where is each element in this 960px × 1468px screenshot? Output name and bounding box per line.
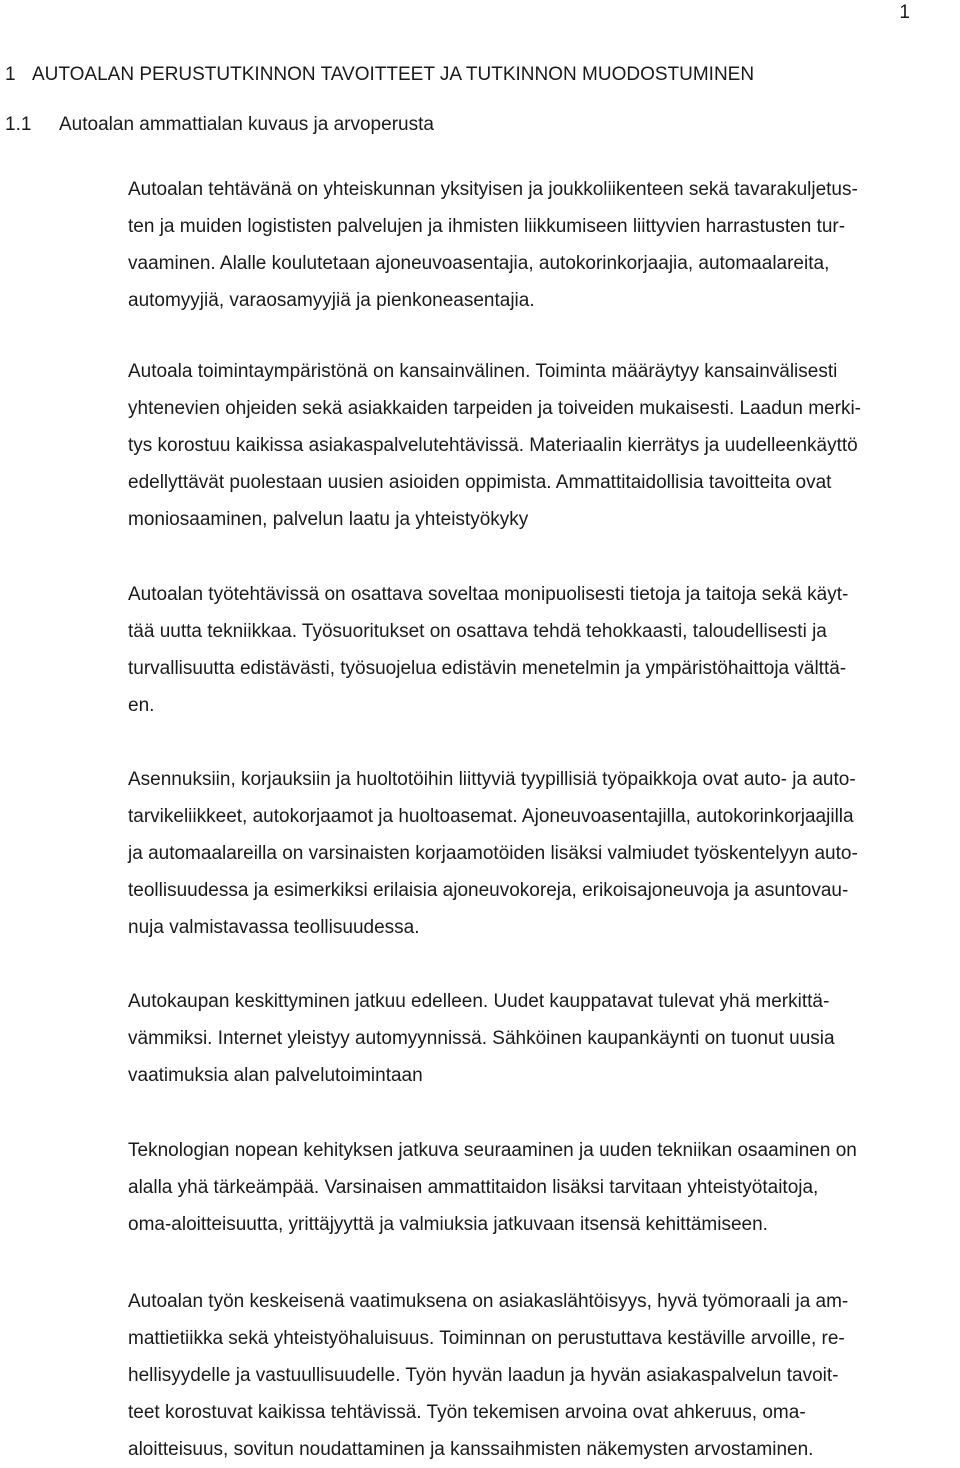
paragraph-5 [128,983,955,1094]
paragraph-line: ten ja muiden logististen palvelujen ja ihmisten liikkumiseen liittyvien harrastusten tur- [128,216,846,237]
paragraph-line: aloitteisuus, sovitun noudattaminen ja kanssaihmisten näkemysten arvostaminen. [128,1439,814,1460]
paragraph-line: hellisyydelle ja vastuullisuudelle. Työn hyvän laadun ja hyvän asiakaspalvelun tavoit- [128,1365,839,1386]
chapter-number: 1 [5,64,16,85]
paragraph-line: Teknologian nopean kehityksen jatkuva seuraaminen ja uuden tekniikan osaaminen on [128,1140,857,1161]
paragraph-3 [128,576,955,724]
paragraph-line: vämmiksi. Internet yleistyy automyynnissä. Sähköinen kaupankäynti on tuonut uusia [128,1028,835,1049]
paragraph-line: tää uutta tekniikkaa. Työsuoritukset on osattava tehdä tehokkaasti, taloudellisesti ja [128,621,827,642]
paragraph-line: tys korostuu kaikissa asiakaspalvelutehtävissä. Materiaalin kierrätys ja uudelleenkäyttö [128,435,858,456]
paragraph-line: en. [128,695,155,716]
paragraph-2 [128,353,955,538]
paragraph-line: teet korostuvat kaikissa tehtävissä. Työn tekemisen arvoina ovat ahkeruus, oma- [128,1402,806,1423]
paragraph-6 [128,1132,955,1243]
paragraph-line: nuja valmistavassa teollisuudessa. [128,917,420,938]
paragraph-7 [128,1283,955,1468]
paragraph-line: yhtenevien ohjeiden sekä asiakkaiden tarpeiden ja toiveiden mukaisesti. Laadun merki- [128,398,862,419]
paragraph-line: teollisuudessa ja esimerkiksi erilaisia ajoneuvokoreja, erikoisajoneuvoja ja asuntovau- [128,880,849,901]
paragraph-line: automyyjiä, varaosamyyjiä ja pienkoneasentajia. [128,290,535,311]
paragraph-line: Autoalan työtehtävissä on osattava soveltaa monipuolisesti tietoja ja taitoja sekä käyt- [128,584,849,605]
paragraph-line: Autoala toimintaympäristönä on kansainvälinen. Toiminta määräytyy kansainvälisesti [128,361,838,382]
paragraph-line: vaaminen. Alalle koulutetaan ajoneuvoasentajia, autokorinkorjaajia, automaalareita, [128,253,830,274]
section-number: 1.1 [5,114,32,135]
chapter-title: AUTOALAN PERUSTUTKINNON TAVOITTEET JA TUTKINNON MUODOSTUMINEN [32,64,755,85]
paragraph-line: edellyttävät puolestaan uusien asioiden oppimista. Ammattitaidollisia tavoitteita ovat [128,472,832,493]
page-number: 1 [899,2,910,23]
paragraph-line: ja automaalareilla on varsinaisten korjaamotöiden lisäksi valmiudet työskentelyyn auto- [128,843,858,864]
paragraph-line: tarvikeliikkeet, autokorjaamot ja huoltoasemat. Ajoneuvoasentajilla, autokorinkorjaajilla [128,806,854,827]
paragraph-line: Autoalan työn keskeisenä vaatimuksena on asiakaslähtöisyys, hyvä työmoraali ja am- [128,1291,849,1312]
paragraph-line: Autokaupan keskittyminen jatkuu edelleen. Uudet kauppatavat tulevat yhä merkittä- [128,991,830,1012]
paragraph-line: oma-aloitteisuutta, yrittäjyyttä ja valmiuksia jatkuvaan itsensä kehittämiseen. [128,1214,768,1235]
paragraph-line: Autoalan tehtävänä on yhteiskunnan yksityisen ja joukkoliikenteen sekä tavarakuljetus- [128,179,858,200]
paragraph-line: Asennuksiin, korjauksiin ja huoltotöihin liittyviä tyypillisiä työpaikkoja ovat auto- ja auto- [128,769,856,790]
section-title: Autoalan ammattialan kuvaus ja arvoperusta [59,114,434,135]
paragraph-line: alalla yhä tärkeämpää. Varsinaisen ammattitaidon lisäksi tarvitaan yhteistyötaitoja, [128,1177,819,1198]
paragraph-line: moniosaaminen, palvelun laatu ja yhteistyökyky [128,509,529,530]
paragraph-4 [128,761,955,946]
paragraph-line: mattietiikka sekä yhteistyöhaluisuus. Toiminnan on perustuttava kestäville arvoille, re- [128,1328,845,1349]
chapter-heading [5,62,754,88]
paragraph-line: vaatimuksia alan palvelutoimintaan [128,1065,423,1086]
section-heading [5,112,434,138]
paragraph-1 [128,171,955,319]
paragraph-line: turvallisuutta edistävästi, työsuojelua edistävin menetelmin ja ympäristöhaittoja välttä- [128,658,847,679]
